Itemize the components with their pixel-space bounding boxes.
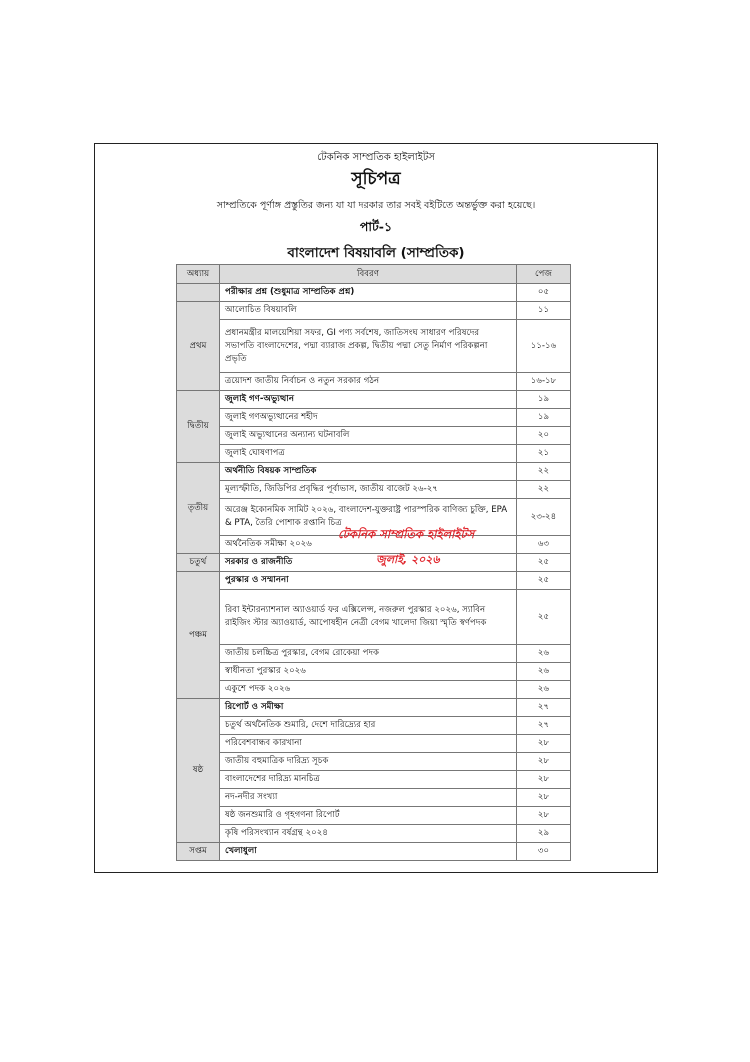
table-row [177,554,571,572]
page-number-cell: ২৬ [517,681,571,699]
description-cell: বাংলাদেশের দারিদ্র্য মানচিত্র [220,771,517,789]
table-row [177,481,571,499]
page-number-cell: ২২ [517,481,571,499]
description-cell: পরিবেশবান্ধব কারখানা [220,735,517,753]
table-row [177,572,571,590]
description-cell: জুলাই অভ্যুত্থানের অন্যান্য ঘটনাবলি [220,427,517,445]
table-row [177,735,571,753]
page-number-cell: ১১-১৬ [517,320,571,373]
page-number-cell: ১৬-১৮ [517,373,571,391]
page-number-cell: ২৫ [517,590,571,645]
section-title: বাংলাদেশ বিষয়াবলি (সাম্প্রতিক) [287,245,465,261]
description-cell: পরীক্ষার প্রশ্ন (শুধুমাত্র সাম্প্রতিক প্রশ্ন) [220,284,517,302]
description-cell: ষষ্ঠ জনশুমারি ও গৃহগণনা রিপোর্ট [220,807,517,825]
brand-line: টেকনিক সাম্প্রতিক হাইলাইটস [317,152,435,163]
description-cell: জাতীয় বহুমাত্রিক দারিদ্র্য সূচক [220,753,517,771]
page-number-cell: ২৮ [517,753,571,771]
table-row [177,590,571,645]
description-cell: জুলাই গণ-অভ্যুত্থান [220,391,517,409]
page-number-cell: ২৭ [517,717,571,735]
table-row [177,284,571,302]
table-row [177,391,571,409]
contents-table-body [177,284,571,861]
description-cell: জুলাই গণঅভ্যুত্থানের শহীদ [220,409,517,427]
page-number-cell: ২৫ [517,554,571,572]
description-cell: অর্থনীতি বিষয়ক সাম্প্রতিক [220,463,517,481]
page-number-cell: ০৫ [517,284,571,302]
page-number-cell: ২১ [517,445,571,463]
chapter-cell [177,284,220,302]
description-cell: ত্রয়োদশ জাতীয় নির্বাচন ও নতুন সরকার গঠন [220,373,517,391]
chapter-cell: দ্বিতীয় [177,391,220,463]
table-row [177,409,571,427]
page-number-cell: ৬৩ [517,536,571,554]
description-cell: রিপোর্ট ও সমীক্ষা [220,699,517,717]
table-row [177,771,571,789]
description-cell: মূল্যস্ফীতি, জিডিপির প্রবৃদ্ধির পূর্বাভাস, জাতীয় বাজেট ২৬-২৭ [220,481,517,499]
table-row [177,463,571,481]
page-number-cell: ১৯ [517,409,571,427]
chapter-cell: ষষ্ঠ [177,699,220,843]
table-row [177,753,571,771]
page-number-cell: ২৯ [517,825,571,843]
watermark-logo-text: টেকনিক সাম্প্রতিক হাইলাইটস [338,527,475,541]
page-number-cell: ২৮ [517,735,571,753]
table-row [177,302,571,320]
table-row [177,807,571,825]
table-row [177,320,571,373]
chapter-cell: চতুর্থ [177,554,220,572]
description-cell: কৃষি পরিসংখ্যান বর্ষগ্রন্থ ২০২৪ [220,825,517,843]
description-cell: জুলাই ঘোষণাপত্র [220,445,517,463]
chapter-cell: পঞ্চম [177,572,220,699]
table-header-row [177,265,571,284]
description-cell: প্রধানমন্ত্রীর মালয়েশিয়া সফর, GI পণ্য সর্বশেষ, জাতিসংঘ সাধারণ পরিষদের সভাপতি বাংলাদেশের, পদ্মা ব্যারাজ প্রকল্প, দ্বিতীয় পদ্মা সেতু নির্মাণ পরিকল্পনা প্রভৃতি [220,320,517,373]
intro-text: সাম্প্রতিকে পূর্ণাঙ্গ প্রস্তুতির জন্য যা যা দরকার তার সবই বইটিতে অন্তর্ভুক্ত করা হয়েছে। [216,200,536,211]
col-header-page: পেজ [517,265,571,284]
part-label: পার্ট-১ [359,219,393,234]
table-row [177,373,571,391]
chapter-cell: সপ্তম [177,843,220,861]
description-cell: সরকার ও রাজনীতি [220,554,517,572]
table-row [177,717,571,735]
page-number-cell: ২৭ [517,699,571,717]
page-number-cell: ১১ [517,302,571,320]
description-cell: আলোচিত বিষয়াবলি [220,302,517,320]
page-number-cell: ২৫ [517,572,571,590]
description-cell: রিবা ইন্টারন্যাশনাল অ্যাওয়ার্ড ফর এক্সিলেন্স, নজরুল পুরস্কার ২০২৬, স্যাবিন রাইজিং স্টার অ্যাওয়ার্ড, আপোষহীন নেত্রী বেগম খালেদা জিয়া স্মৃতি স্বর্ণপদক [220,590,517,645]
table-row [177,445,571,463]
chapter-cell: তৃতীয় [177,463,220,554]
col-header-chapter: অধ্যায় [177,265,220,284]
table-row [177,681,571,699]
col-header-description: বিবরণ [220,265,517,284]
description-cell: অরেঞ্জ ইকোনমিক সামিট ২০২৬, বাংলাদেশ-যুক্তরাষ্ট্র পারস্পরিক বাণিজ্য চুক্তি, EPA & PTA, তৈরি পোশাক রপ্তানি চিত্র [220,499,517,536]
page-number-cell: ২৮ [517,807,571,825]
page-number-cell: ২৬ [517,663,571,681]
description-cell: একুশে পদক ২০২৬ [220,681,517,699]
page-number-cell: ৩০ [517,843,571,861]
table-row [177,789,571,807]
page-number-cell: ২৩-২৪ [517,499,571,536]
description-cell: অর্থনৈতিক সমীক্ষা ২০২৬ [220,536,517,554]
table-row [177,427,571,445]
description-cell: পুরস্কার ও সম্মাননা [220,572,517,590]
page-number-cell: ২৮ [517,789,571,807]
page-title: সূচিপত্র [351,169,401,189]
page-number-cell: ২৮ [517,771,571,789]
page-number-cell: ১৯ [517,391,571,409]
table-row [177,825,571,843]
table-row [177,663,571,681]
contents-table [176,264,571,861]
description-cell: নদ-নদীর সংখ্যা [220,789,517,807]
watermark-date-text: জুলাই, ২০২৬ [376,553,440,566]
table-row [177,699,571,717]
description-cell: খেলাধুলা [220,843,517,861]
description-cell: চতুর্থ অর্থনৈতিক শুমারি, দেশে দারিদ্র্যের হার [220,717,517,735]
page-number-cell: ২২ [517,463,571,481]
table-row [177,645,571,663]
chapter-cell: প্রথম [177,302,220,391]
page-number-cell: ২০ [517,427,571,445]
description-cell: স্বাধীনতা পুরস্কার ২০২৬ [220,663,517,681]
table-row [177,843,571,861]
description-cell: জাতীয় চলচ্চিত্র পুরস্কার, বেগম রোকেয়া পদক [220,645,517,663]
page-number-cell: ২৬ [517,645,571,663]
